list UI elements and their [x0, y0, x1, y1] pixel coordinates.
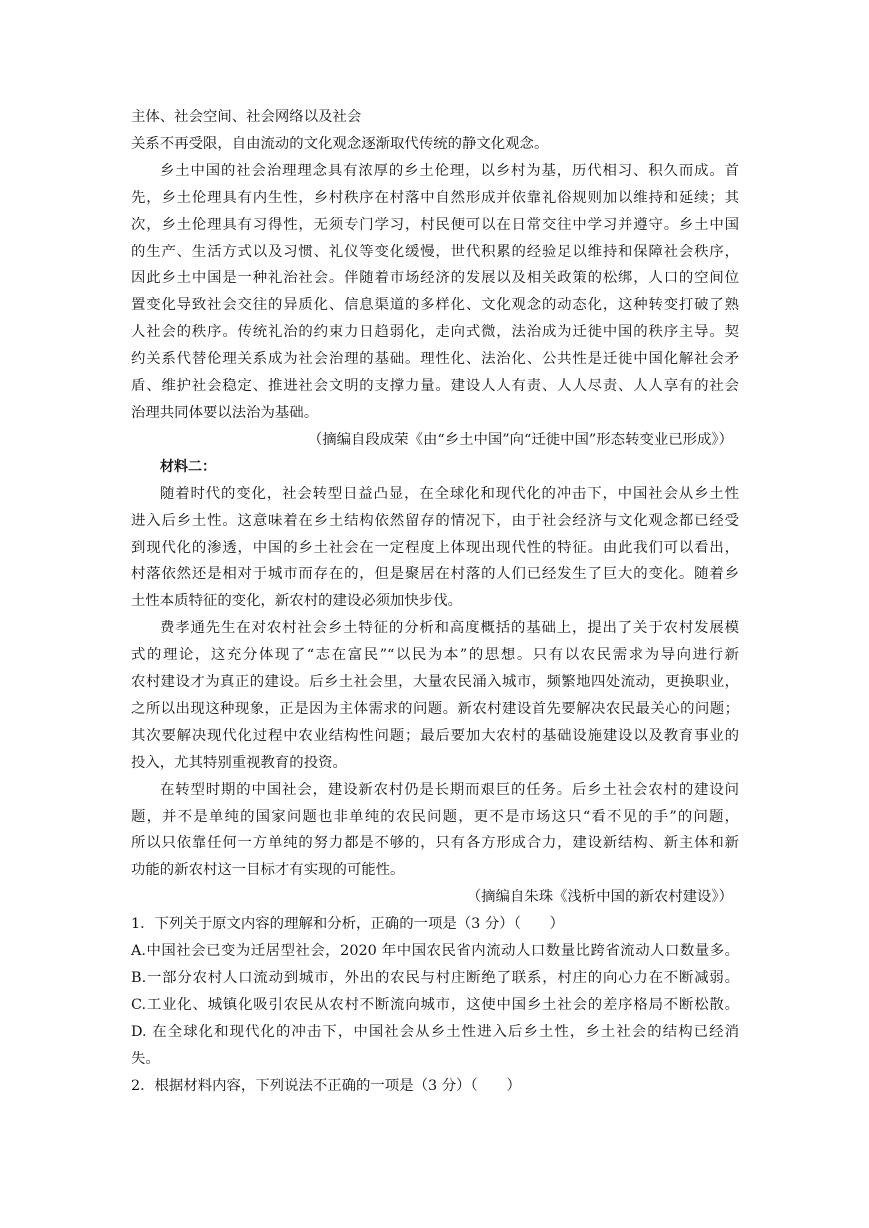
text-line: 进入后乡土性。这意味着在乡土结构依然留存的情况下，由于社会经济与文化观念都已经受 — [131, 512, 739, 529]
paragraph-post-rural — [131, 481, 739, 616]
paragraph-fei-xiaotong — [131, 615, 739, 776]
option-a[interactable]: A.中国社会已变为迁居型社会，2020 年中国农民省内流动人口数量比跨省流动人口数量多。 — [131, 943, 739, 960]
text-line: 主体、社会空间、社会网络以及社会 — [131, 109, 362, 125]
text-line: 之所以出现这种现象，正是因为主体需求的问题。新农村建设首先要解决农民最关心的问题； — [131, 700, 739, 717]
question-stem: 2．根据材料内容，下列说法不正确的一项是（3 分）（ ） — [131, 1077, 521, 1094]
paragraph-social-governance — [131, 158, 739, 427]
text-line: 的生产、生活方式以及习惯、礼仪等变化缓慢，世代积累的经验足以维持和保障社会秩序， — [131, 243, 739, 260]
text-line: 所以只依靠任何一方单纯的努力都是不够的，只有各方形成合力，建设新结构、新主体和新 — [131, 835, 739, 852]
text-line: 村落依然还是相对于城市而存在的，但是聚居在村落的人们已经发生了巨大的变化。随着乡 — [131, 566, 739, 583]
text-line: 次，乡土伦理具有习得性，无须专门学习，村民便可以在日常交往中学习并遵守。乡土中国 — [131, 216, 739, 233]
text-line: 治理共同体要以法治为基础。 — [131, 404, 319, 421]
text-line: 到现代化的渗透，中国的乡土社会在一定程度上体现出现代性的特征。由此我们可以看出， — [131, 539, 739, 556]
document-page — [131, 104, 739, 1100]
section-heading: 材料二： — [160, 458, 216, 475]
question-stem: 1．下列关于原文内容的理解和分析，正确的一项是（3 分）（ ） — [131, 916, 565, 933]
text-line: 因此乡土中国是一种礼治社会。伴随着市场经济的发展以及相关政策的松绑，人口的空间位 — [131, 270, 739, 287]
text-line: 乡土中国的社会治理理念具有浓厚的乡土伦理，以乡村为基，历代相习、积久而成。首 — [160, 162, 739, 179]
source-citation: （摘编自段成荣《由“乡土中国”向“迁徙中国”形态转变业已形成》） — [307, 431, 733, 448]
text-line: 盾、维护社会稳定、推进社会文明的支撑力量。建设人人有责、人人尽责、人人享有的社会 — [131, 378, 739, 395]
text-line: 约关系代替伦理关系成为社会治理的基础。理性化、法治化、公共性是迁徙中国化解社会矛 — [131, 351, 739, 368]
text-line: 置变化导致社会交往的异质化、信息渠道的多样化、文化观念的动态化，这种转变打破了熟 — [131, 297, 739, 314]
text-line: 费孝通先生在对农村社会乡土特征的分析和高度概括的基础上，提出了关于农村发展模 — [160, 620, 739, 637]
text-line: 投入，尤其特别重视教育的投资。 — [131, 754, 347, 771]
option-d-continuation: 失。 — [131, 1050, 160, 1067]
option-d[interactable]: D. 在全球化和现代化的冲击下，中国社会从乡土性进入后乡土性，乡土社会的结构已经消 — [131, 1023, 739, 1040]
option-c[interactable]: C.工业化、城镇化吸引农民从农村不断流向城市，这使中国乡土社会的差序格局不断松散。 — [131, 996, 739, 1013]
paragraph-transition — [131, 777, 739, 885]
text-line: 功能的新农村这一目标才有实现的可能性。 — [131, 862, 405, 879]
question-1 — [131, 911, 739, 1072]
text-line: 其次要解决现代化过程中农业结构性问题；最后要加大农村的基础设施建设以及教育事业的 — [131, 727, 739, 744]
source-citation: （摘编自朱珠《浅析中国的新农村建设》） — [466, 889, 733, 906]
text-line: 题，并不是单纯的国家问题也非单纯的农民问题，更不是市场这只“看不见的手”的问题， — [131, 808, 739, 825]
text-line: 式的理论，这充分体现了“志在富民”“以民为本”的思想。只有以农民需求为导向进行新 — [131, 647, 739, 664]
text-line: 随着时代的变化，社会转型日益凸显，在全球化和现代化的冲击下，中国社会从乡土性 — [160, 485, 739, 502]
text-line: 在转型时期的中国社会，建设新农村仍是长期而艰巨的任务。后乡土社会农村的建设问 — [160, 781, 739, 798]
text-line: 先，乡土伦理具有内生性，乡村秩序在村落中自然形成并依靠礼俗规则加以维持和延续；其 — [131, 189, 739, 206]
text-line: 关系不再受限，自由流动的文化观念逐渐取代传统的静文化观念。 — [131, 135, 549, 152]
text-line: 农村建设才为真正的建设。后乡土社会里，大量农民涌入城市，频繁地四处流动，更换职业， — [131, 674, 739, 691]
text-line: 人社会的秩序。传统礼治的约束力日趋弱化，走向式微，法治成为迁徙中国的秩序主导。契 — [131, 324, 739, 341]
question-2 — [131, 1073, 739, 1100]
option-b[interactable]: B.一部分农村人口流动到城市，外出的农民与村庄断绝了联系，村庄的向心力在不断减弱。 — [131, 970, 739, 986]
text-line: 土性本质特征的变化，新农村的建设必须加快步伐。 — [131, 593, 462, 610]
